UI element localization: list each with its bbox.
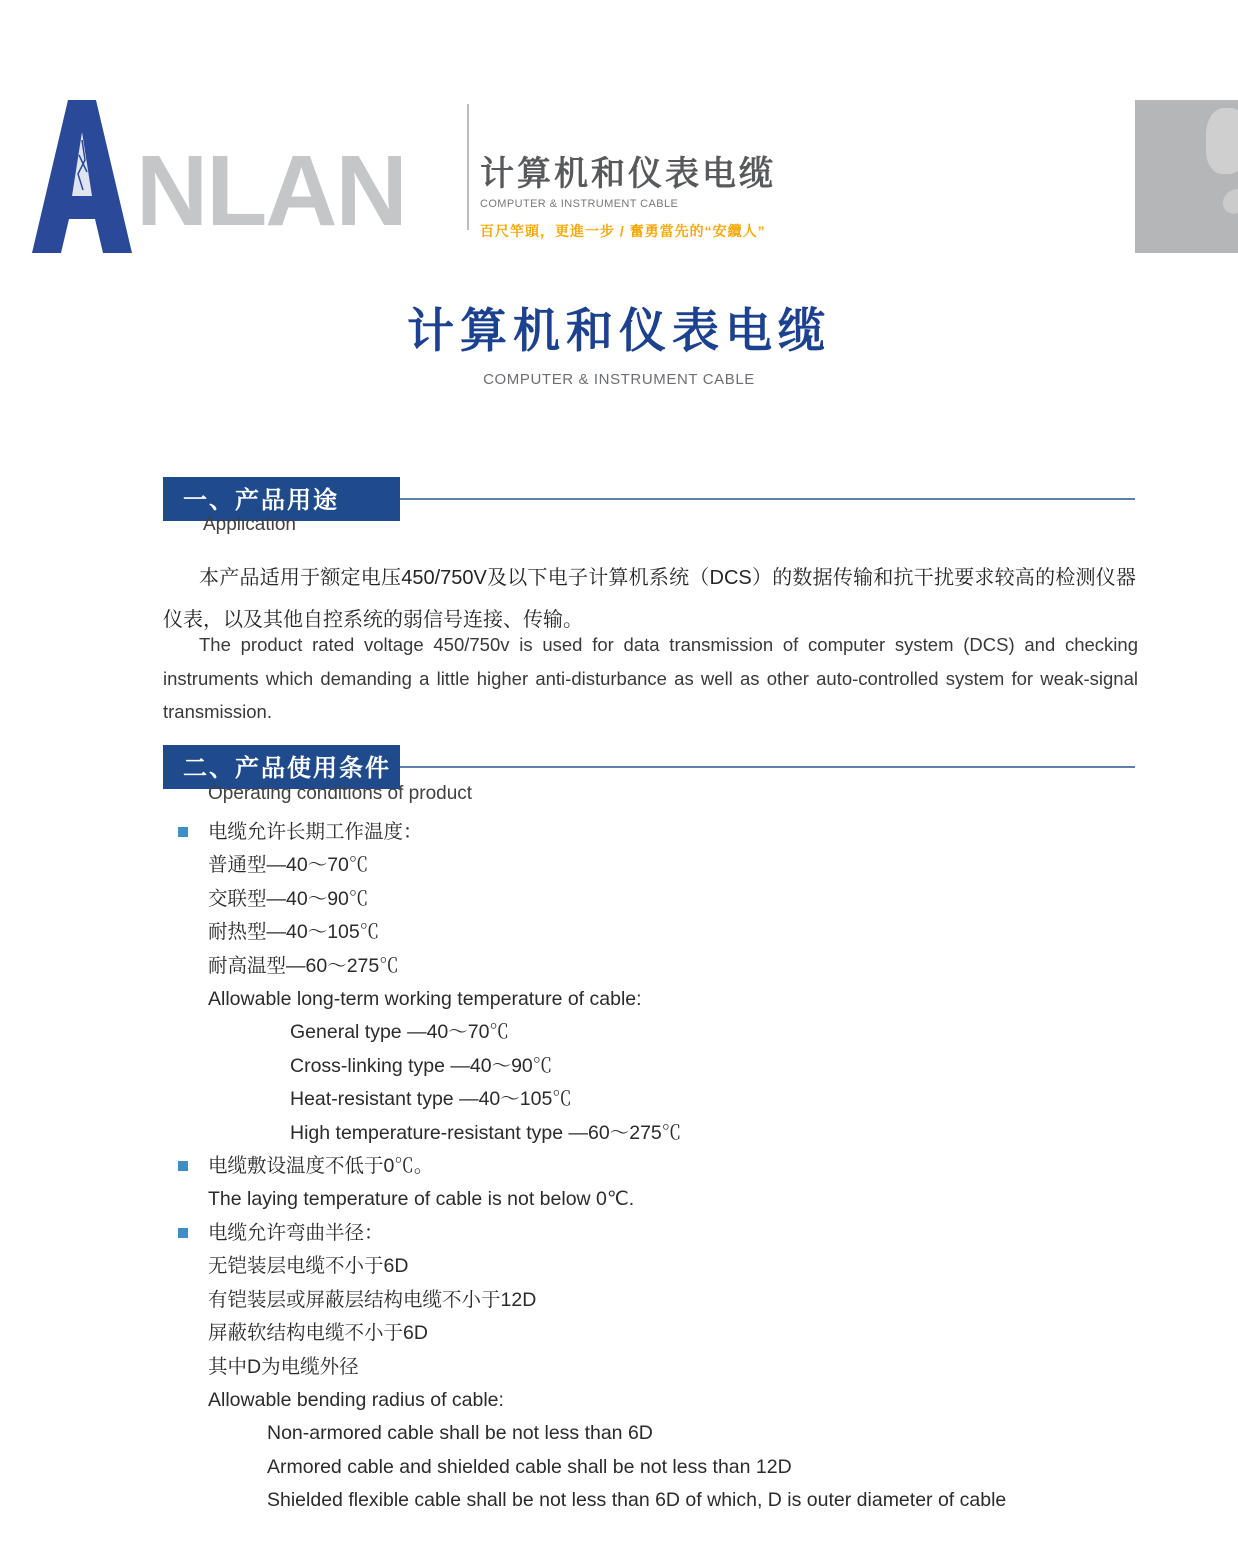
list-item: General type —40～70℃ bbox=[290, 1021, 509, 1044]
section2-subtitle: Operating conditions of product bbox=[208, 783, 473, 804]
header-divider bbox=[467, 104, 469, 230]
list-item: 普通型—40～70℃ bbox=[208, 854, 369, 877]
leaf-shape-icon bbox=[1219, 184, 1238, 218]
list-item: 电缆允许长期工作温度： bbox=[163, 816, 1173, 849]
section2-rule bbox=[400, 766, 1135, 768]
section2-title: 二、产品使用条件 bbox=[163, 745, 400, 789]
list-item: Cross-linking type —40～90℃ bbox=[290, 1054, 553, 1077]
page-title-block bbox=[0, 294, 1238, 388]
header-slogan: 百尺竿頭，更進一步 / 奮勇當先的“安纜人” bbox=[480, 223, 766, 239]
anlan-logo bbox=[32, 100, 406, 253]
list-item: 有铠装层或屏蔽层结构电缆不小于12D bbox=[208, 1288, 537, 1311]
list-item: Non-armored cable shall be not less than 6D bbox=[267, 1422, 653, 1445]
application-paragraph-en: The product rated voltage 450/750v is used for data transmission of computer system (DCS) and checking instruments which demanding a little higher anti-disturbance as well as other auto-controlled system for weak-signal transmission. bbox=[163, 634, 1138, 722]
list-item: 其中D为电缆外径 bbox=[208, 1355, 359, 1378]
list-item: Heat-resistant type —40～105℃ bbox=[290, 1088, 572, 1111]
list-item: 电缆允许弯曲半径： bbox=[163, 1217, 1173, 1250]
header-product-title-en: COMPUTER & INSTRUMENT CABLE bbox=[480, 198, 679, 210]
page-title: 计算机和仪表电缆 bbox=[407, 304, 831, 357]
leaf-shape-icon bbox=[1206, 108, 1238, 174]
list-item: 屏蔽软结构电缆不小于6D bbox=[208, 1322, 428, 1345]
page-subtitle: COMPUTER & INSTRUMENT CABLE bbox=[483, 371, 755, 388]
list-item: 耐热型—40～105℃ bbox=[208, 921, 380, 944]
header-product-title-cn: 计算机和仪表电缆 bbox=[480, 155, 776, 193]
list-item: 耐高温型—60～275℃ bbox=[208, 954, 399, 977]
logo-letter-a-icon bbox=[32, 100, 132, 253]
list-item: The laying temperature of cable is not below 0℃. bbox=[208, 1188, 635, 1211]
section1-header bbox=[163, 477, 1135, 521]
logo-letters-nlan: NLAN bbox=[136, 135, 406, 247]
list-item: 无铠装层电缆不小于6D bbox=[208, 1255, 409, 1278]
list-item: Allowable bending radius of cable: bbox=[208, 1388, 504, 1411]
section1-rule bbox=[400, 498, 1135, 500]
corner-photo bbox=[1135, 100, 1238, 253]
list-item: High temperature-resistant type —60～275℃ bbox=[290, 1121, 682, 1144]
list-item: Armored cable and shielded cable shall be not less than 12D bbox=[267, 1455, 792, 1478]
list-item: 交联型—40～90℃ bbox=[208, 887, 369, 910]
list-item: Shielded flexible cable shall be not less than 6D of which, D is outer diameter of cable bbox=[267, 1489, 1007, 1512]
list-item: 电缆敷设温度不低于0℃。 bbox=[163, 1150, 1173, 1183]
section1-subtitle: Application bbox=[203, 514, 296, 535]
list-item: Allowable long-term working temperature of cable: bbox=[208, 988, 642, 1011]
operating-conditions-list bbox=[163, 816, 1173, 1518]
section1-title: 一、产品用途 bbox=[163, 477, 400, 521]
header-product-block bbox=[480, 146, 776, 241]
application-paragraph-cn: 本产品适用于额定电压450/750V及以下电子计算机系统（DCS）的数据传输和抗干扰要求较高的检测仪器仪表，以及其他自控系统的弱信号连接、传输。 bbox=[163, 567, 1136, 631]
